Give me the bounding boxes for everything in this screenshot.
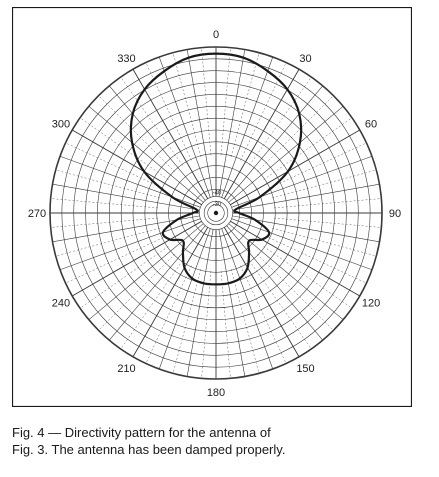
pattern-point [239, 212, 240, 213]
pattern-point [267, 70, 268, 71]
angle-label-330: 330 [117, 52, 136, 65]
angle-label-180: 180 [206, 387, 226, 399]
pattern-point [239, 278, 240, 279]
pattern-point [215, 284, 216, 285]
pattern-point [164, 70, 165, 71]
angle-label-120: 120 [361, 297, 381, 310]
angle-label-0: 0 [212, 29, 220, 41]
pattern-point [184, 267, 185, 268]
pattern-point [248, 252, 249, 253]
angle-label-270: 270 [27, 208, 47, 220]
center-point [214, 211, 218, 215]
pattern-point [188, 57, 189, 58]
angle-label-300: 300 [51, 118, 71, 131]
pattern-point [132, 113, 133, 114]
pattern-point [243, 57, 244, 58]
pattern-point [144, 171, 145, 172]
pattern-point [176, 219, 177, 220]
pattern-point [248, 240, 249, 241]
polar-chart [12, 7, 412, 407]
pattern-point [169, 239, 170, 240]
figure-frame [12, 7, 412, 407]
pattern-point [196, 209, 197, 210]
pattern-point [287, 89, 288, 90]
pattern-point [182, 240, 183, 241]
pattern-point [235, 209, 236, 210]
pattern-point [144, 89, 145, 90]
pattern-point [268, 232, 269, 233]
pattern-point [259, 197, 260, 198]
caption-line-1: Fig. 4 — Directivity pattern for the antenna of [12, 425, 271, 440]
pattern-point [192, 278, 193, 279]
figure-caption [12, 424, 432, 458]
pattern-point [162, 232, 163, 233]
angle-label-240: 240 [51, 297, 71, 310]
pattern-point [192, 212, 193, 213]
pattern-point [299, 142, 300, 143]
angle-label-60: 60 [364, 118, 378, 131]
ring-label--30: -30 [212, 202, 222, 209]
pattern-point [228, 283, 229, 284]
pattern-point [172, 197, 173, 198]
caption-line-2: Fig. 3. The antenna has been damped properly. [12, 442, 286, 457]
ring-label--40: -40 [212, 190, 222, 197]
angle-label-30: 30 [299, 52, 312, 65]
pattern-point [247, 267, 248, 268]
pattern-point [261, 239, 262, 240]
pattern-point [215, 53, 216, 54]
pattern-point [299, 113, 300, 114]
pattern-point [131, 142, 132, 143]
pattern-point [203, 283, 204, 284]
angle-label-150: 150 [296, 363, 315, 376]
pattern-point [255, 219, 256, 220]
angle-label-210: 210 [117, 363, 136, 376]
angle-label-90: 90 [388, 208, 402, 220]
pattern-point [287, 171, 288, 172]
pattern-point [182, 252, 183, 253]
